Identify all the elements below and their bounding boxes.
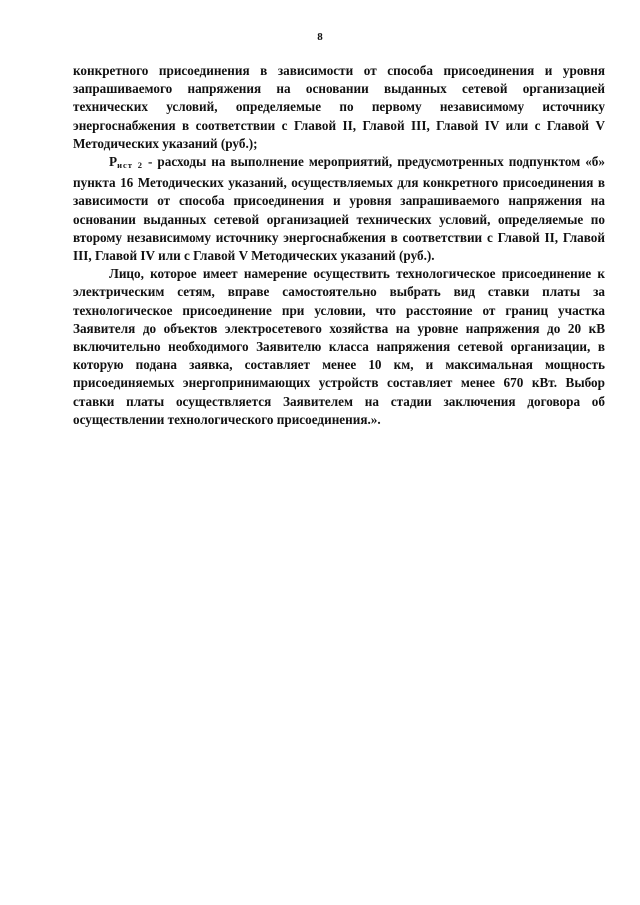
document-body (73, 62, 605, 429)
paragraph-rate-choice: Лицо, которое имеет намерение осуществить технологическое присоединение к электрическим сетям, вправе самостоятельно выбрать вид ставки платы за технологическое присоединение при условии, что расстояние от границ участка Заявителя до объектов электросетевого хозяйства на уровне напряжения до 20 кВ включительно необходимого Заявителю класса напряжения сетевой организации, в которую подана заявка, составляет менее 10 км, и максимальная мощность присоединяемых энергопринимающих устройств составляет менее 670 кВт. Выбор ставки платы осуществляется Заявителем на стадии заключения договора об осуществлении технологического присоединения.». (73, 266, 605, 427)
paragraph-p-ist-2-text: - расходы на выполнение мероприятий, предусмотренных подпунктом «б» пункта 16 Методических указаний, осуществляемых для конкретного присоединения в зависимости от способа присоединения и уровня запрашиваемого напряжения на основании выданных сетевой организацией технических условий, определяемые по второму независимому источнику энергоснабжения в соответствии с Главой II, Главой III, Главой IV или с Главой V Методических указаний (руб.). (73, 154, 605, 264)
formula-subscript: ист 2 (117, 160, 143, 171)
paragraph-p-ist-2 (73, 153, 605, 265)
formula-symbol: P (109, 154, 118, 170)
paragraph-continuation: конкретного присоединения в зависимости от способа присоединения и уровня запрашиваемого напряжения на основании выданных сетевой организацией технических условий, определяемые по первому независимому источнику энергоснабжения в соответствии с Главой II, Главой III, Главой IV или с Главой V Методических указаний (руб.); (73, 63, 605, 151)
page-number: 8 (317, 31, 323, 43)
